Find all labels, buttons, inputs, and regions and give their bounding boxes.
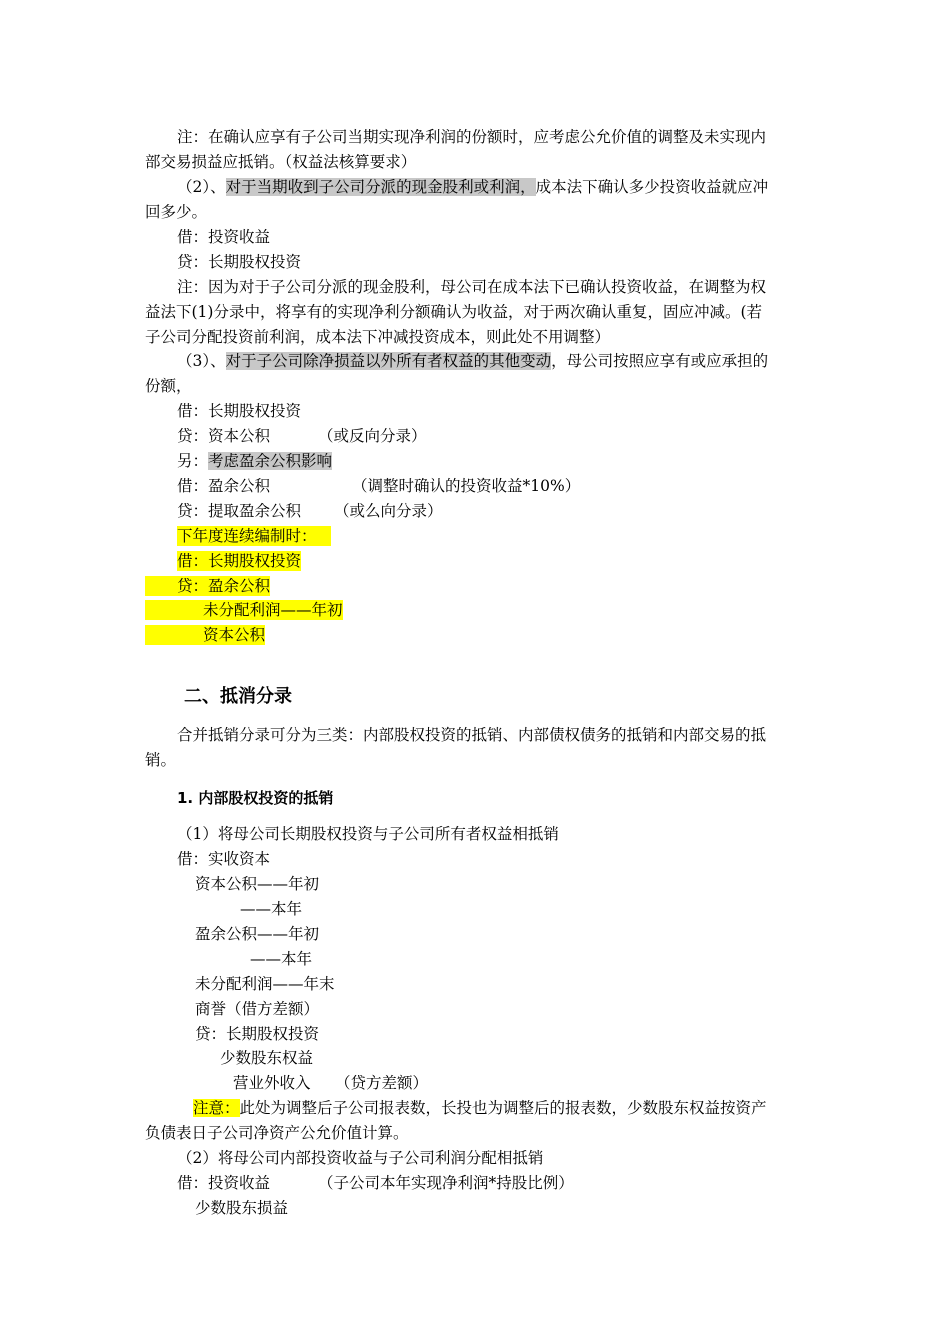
journal-credit-2-note: （或反向分录）: [318, 427, 427, 445]
next-year-credit-2: 未分配利润——年初: [145, 600, 343, 620]
entry-minority-profit-loss: 少数股东损益: [195, 1199, 289, 1217]
next-year-heading: 下年度连续编制时：: [177, 526, 331, 546]
section-2-paragraph-cont: 销。: [145, 751, 177, 769]
entry-debit-investment-income: 借：投资收益: [177, 1174, 271, 1192]
subsection-1-heading: 1. 内部股权投资的抵销: [177, 789, 334, 807]
journal-credit-3: 贷：提取盈余公积: [177, 502, 302, 520]
note-paragraph-2: 注：因为对于子公司分派的现金股利，母公司在成本法下已确认投资收益，在调整为权: [177, 278, 767, 296]
next-year-credit-3: 资本公积: [145, 625, 265, 645]
note-paragraph-2-cont2: 子公司分配投资前利润，成本法下冲减投资成本，则此处不用调整）: [145, 328, 611, 346]
attention-text: 此处为调整后子公司报表数，长投也为调整后的报表数，少数股东权益按资产: [239, 1099, 767, 1117]
section-2-paragraph: 合并抵销分录可分为三类：内部股权投资的抵销、内部债权债务的抵销和内部交易的抵: [177, 726, 767, 744]
journal-credit-3-note: （或么向分录）: [334, 502, 443, 520]
another-highlight: 考虑盈余公积影响: [208, 452, 333, 470]
item-3-paragraph: [177, 351, 768, 371]
entry-capital-reserve-begin: 资本公积——年初: [195, 875, 320, 893]
note-paragraph-1: 注：在确认应享有子公司当期实现净利润的份额时，应考虑公允价值的调整及未实现内: [177, 128, 767, 146]
entry-non-operating-income-note: （贷方差额）: [335, 1074, 429, 1092]
another-note: [177, 451, 332, 471]
item-2-paragraph: [177, 177, 768, 197]
entry-capital-reserve-year: ——本年: [240, 900, 303, 918]
entry-undistributed-profit: 未分配利润——年末: [195, 975, 335, 993]
item-3-rest: ，母公司按照应享有或应承担的: [551, 352, 769, 370]
note-paragraph-1-cont: 部交易损益应抵销。（权益法核算要求）: [145, 153, 417, 171]
attention-label: 注意：: [193, 1099, 240, 1117]
note-paragraph-2-cont: 益法下(1)分录中，将享有的实现净利分额确认为收益，对于两次确认重复，固应冲减。(若: [145, 303, 763, 321]
entry-non-operating-income: 营业外收入: [233, 1074, 311, 1092]
item-2-cont: 回多少。: [145, 203, 208, 221]
next-year-debit: 借：长期股权投资: [177, 552, 302, 570]
journal-credit-2: 贷：资本公积: [177, 427, 271, 445]
section-2-heading: 二、抵消分录: [184, 686, 292, 707]
entry-credit-lt-equity: 贷：长期股权投资: [195, 1025, 320, 1043]
entry-surplus-reserve-begin: 盈余公积——年初: [195, 925, 320, 943]
next-year-credit-1: 贷：盈余公积: [145, 576, 270, 596]
entry-debit-investment-income-note: （子公司本年实现净利润*持股比例）: [318, 1174, 574, 1192]
journal-debit-3: 借：盈余公积: [177, 477, 271, 495]
another-label: 另：: [177, 452, 209, 470]
entry-goodwill: 商誉（借方差额）: [195, 1000, 320, 1018]
step-2: （2）将母公司内部投资收益与子公司利润分配相抵销: [177, 1149, 544, 1167]
step-1: （1）将母公司长期股权投资与子公司所有者权益相抵销: [177, 825, 559, 843]
item-3-cont: 份额，: [145, 377, 192, 395]
journal-debit-1: 借：投资收益: [177, 228, 271, 246]
item-2-highlight: 对于当期收到子公司分派的现金股利或利润，: [225, 178, 536, 196]
item-3-highlight: 对于子公司除净损益以外所有者权益的其他变动: [225, 352, 552, 370]
entry-surplus-reserve-year: ——本年: [250, 950, 313, 968]
entry-debit-paid-in-capital: 借：实收资本: [177, 850, 271, 868]
journal-debit-3-note: （调整时确认的投资收益*10%）: [352, 477, 581, 495]
attention-paragraph: [193, 1098, 767, 1118]
item-2-prefix: （2）、: [177, 178, 226, 196]
entry-minority-equity: 少数股东权益: [220, 1049, 314, 1067]
journal-debit-2: 借：长期股权投资: [177, 402, 302, 420]
attention-paragraph-cont: 负债表日子公司净资产公允价值计算。: [145, 1124, 409, 1142]
item-2-rest: 成本法下确认多少投资收益就应冲: [535, 178, 769, 196]
journal-credit-1: 贷：长期股权投资: [177, 253, 302, 271]
item-3-prefix: （3）、: [177, 352, 226, 370]
